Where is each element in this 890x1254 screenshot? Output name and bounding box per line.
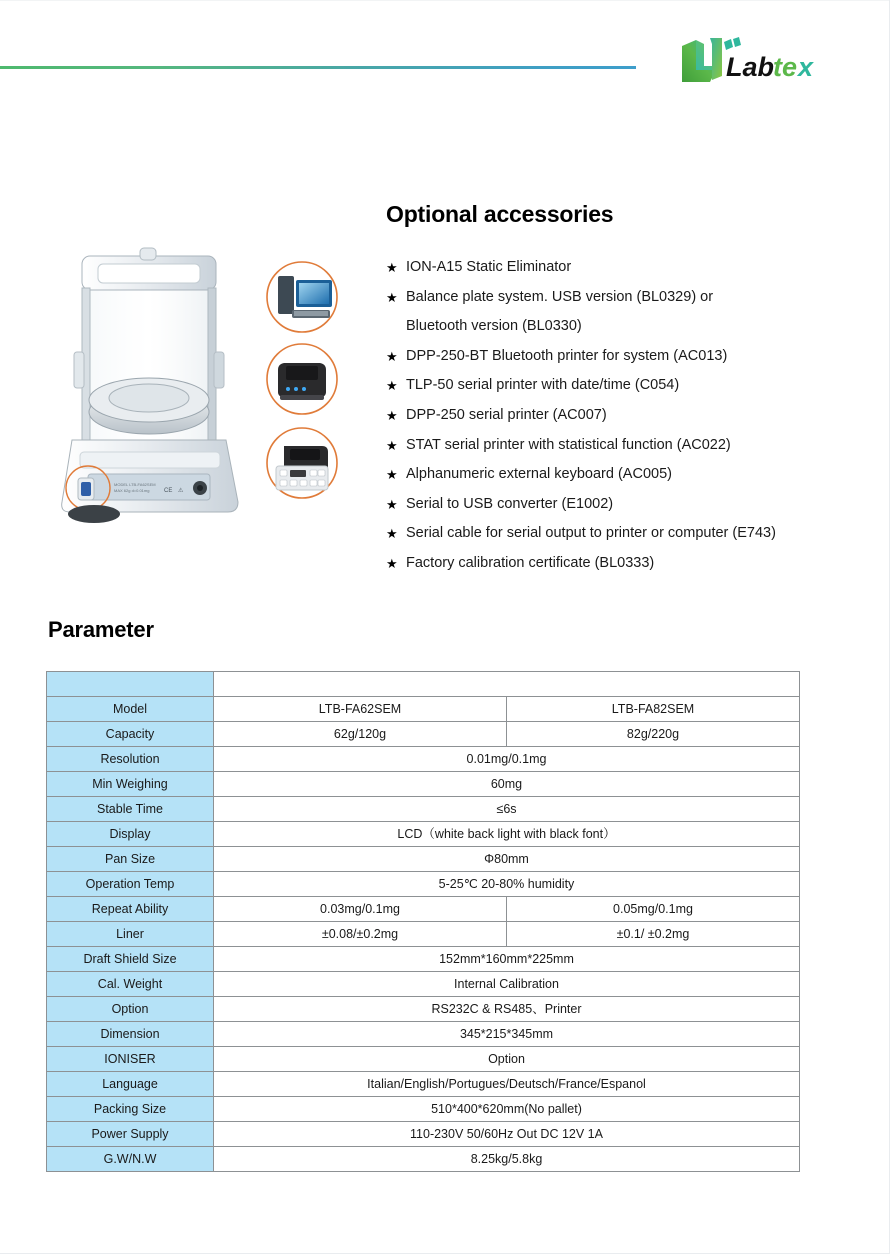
star-bullet-icon: ★: [386, 407, 398, 423]
parameter-row-value-model-b: 82g/220g: [507, 722, 800, 747]
parameter-row-value: Internal Calibration: [214, 972, 800, 997]
star-bullet-icon: ★: [386, 378, 398, 394]
accessory-item: [386, 460, 836, 490]
table-row: [47, 1147, 800, 1172]
parameter-row-value: 152mm*160mm*225mm: [214, 947, 800, 972]
parameter-row-label: Dimension: [47, 1022, 214, 1047]
star-bullet-icon: ★: [386, 555, 398, 571]
parameter-row-value-model-b: LTB-FA82SEM: [507, 697, 800, 722]
table-row: [47, 1097, 800, 1122]
accessory-item-label: Balance plate system. USB version (BL0329) or: [406, 288, 714, 305]
parameter-row-label: Resolution: [47, 747, 214, 772]
parameter-row-label: Display: [47, 822, 214, 847]
parameter-row-label: Packing Size: [47, 1097, 214, 1122]
optional-accessories-list: [386, 253, 836, 579]
accessory-item-label: DPP-250 serial printer (AC007): [406, 406, 607, 423]
parameter-row-value: 0.01mg/0.1mg: [214, 747, 800, 772]
header-divider-rule: [0, 66, 636, 69]
table-row: [47, 672, 800, 697]
parameter-row-value-model-a: 0.03mg/0.1mg: [214, 897, 507, 922]
svg-text:Lab: Lab: [726, 52, 775, 82]
accessory-item-label: TLP-50 serial printer with date/time (C054): [406, 377, 680, 394]
parameter-table: [46, 671, 800, 1172]
parameter-row-label: [47, 672, 214, 697]
parameter-row-value: 345*215*345mm: [214, 1022, 800, 1047]
parameter-row-value: [214, 672, 800, 697]
accessory-item: [386, 371, 836, 401]
accessory-item: [386, 549, 836, 579]
table-row: [47, 847, 800, 872]
parameter-row-value: 5-25℃ 20-80% humidity: [214, 872, 800, 897]
parameter-row-label: Liner: [47, 922, 214, 947]
parameter-row-label: Draft Shield Size: [47, 947, 214, 972]
parameter-row-value: LCD（white back light with black font）: [214, 822, 800, 847]
table-row: [47, 822, 800, 847]
parameter-row-value: RS232C & RS485、Printer: [214, 997, 800, 1022]
parameter-row-label: Power Supply: [47, 1122, 214, 1147]
parameter-row-value: Italian/English/Portugues/Deutsch/France/Espanol: [214, 1072, 800, 1097]
svg-text:MODEL LTB-FA62SEM: MODEL LTB-FA62SEM: [114, 482, 156, 487]
svg-text:MAX 62g d=0.01mg: MAX 62g d=0.01mg: [114, 488, 150, 493]
accessory-item: [386, 401, 836, 431]
parameter-row-value: Φ80mm: [214, 847, 800, 872]
star-bullet-icon: ★: [386, 289, 398, 305]
accessory-item: [386, 519, 836, 549]
parameter-row-label: Capacity: [47, 722, 214, 747]
parameter-row-label: Model: [47, 697, 214, 722]
parameter-row-label: Language: [47, 1072, 214, 1097]
star-bullet-icon: ★: [386, 260, 398, 275]
accessory-item: [386, 283, 836, 313]
accessory-item: [386, 253, 836, 283]
parameter-row-value: ≤6s: [214, 797, 800, 822]
accessory-item-label: DPP-250-BT Bluetooth printer for system (AC013): [406, 347, 728, 364]
parameter-row-label: Pan Size: [47, 847, 214, 872]
accessory-item-continuation: Bluetooth version (BL0330): [406, 318, 582, 335]
star-bullet-icon: ★: [386, 437, 398, 453]
accessory-item-label: Alphanumeric external keyboard (AC005): [406, 466, 672, 483]
parameter-row-value: 8.25kg/5.8kg: [214, 1147, 800, 1172]
table-row: [47, 1022, 800, 1047]
table-row: [47, 722, 800, 747]
table-row: [47, 797, 800, 822]
parameter-table-wrapper: [46, 671, 800, 1172]
parameter-row-label: Operation Temp: [47, 872, 214, 897]
parameter-row-value-model-a: LTB-FA62SEM: [214, 697, 507, 722]
parameter-row-value: 110-230V 50/60Hz Out DC 12V 1A: [214, 1122, 800, 1147]
parameter-row-value-model-a: ±0.08/±0.2mg: [214, 922, 507, 947]
parameter-row-value: 60mg: [214, 772, 800, 797]
parameter-row-value-model-b: 0.05mg/0.1mg: [507, 897, 800, 922]
svg-text:⚠: ⚠: [178, 488, 184, 494]
table-row: [47, 772, 800, 797]
svg-text:x: x: [798, 52, 814, 82]
parameter-row-label: Repeat Ability: [47, 897, 214, 922]
table-row: [47, 872, 800, 897]
accessory-item-label: Serial cable for serial output to printer or computer (E743): [406, 525, 776, 542]
parameter-row-value-model-a: 62g/120g: [214, 722, 507, 747]
star-bullet-icon: ★: [386, 467, 398, 483]
table-row: [47, 1047, 800, 1072]
parameter-row-label: IONISER: [47, 1047, 214, 1072]
accessory-item: [386, 342, 836, 372]
table-row: [47, 972, 800, 997]
accessory-item-label: STAT serial printer with statistical function (AC022): [406, 436, 731, 453]
table-row: [47, 897, 800, 922]
parameter-row-value: Option: [214, 1047, 800, 1072]
parameter-row-label: Option: [47, 997, 214, 1022]
table-row: [47, 1122, 800, 1147]
star-bullet-icon: ★: [386, 496, 398, 512]
optional-accessories-heading: Optional accessories: [386, 201, 614, 227]
star-bullet-icon: ★: [386, 348, 398, 364]
parameter-row-value-model-b: ±0.1/ ±0.2mg: [507, 922, 800, 947]
table-row: [47, 997, 800, 1022]
accessory-item: [386, 490, 836, 520]
page-top-hairline: [0, 0, 890, 1]
accessory-item: [386, 431, 836, 461]
parameter-row-label: Cal. Weight: [47, 972, 214, 997]
parameter-row-value: 510*400*620mm(No pallet): [214, 1097, 800, 1122]
table-row: [47, 947, 800, 972]
svg-text:CE: CE: [164, 488, 173, 494]
table-row: [47, 922, 800, 947]
product-image-analytical-balance: [52, 240, 372, 560]
svg-text:te: te: [773, 52, 798, 82]
parameter-row-label: Min Weighing: [47, 772, 214, 797]
star-bullet-icon: ★: [386, 526, 398, 542]
table-row: [47, 697, 800, 722]
table-row: [47, 1072, 800, 1097]
parameter-row-label: Stable Time: [47, 797, 214, 822]
accessory-item-label: Serial to USB converter (E1002): [406, 495, 614, 512]
parameter-row-label: G.W/N.W: [47, 1147, 214, 1172]
labtex-logo: [674, 36, 816, 92]
accessory-item-label: ION-A15 Static Eliminator: [406, 259, 572, 275]
parameter-heading: Parameter: [48, 617, 154, 642]
table-row: [47, 747, 800, 772]
accessory-item-label: Factory calibration certificate (BL0333): [406, 554, 655, 571]
